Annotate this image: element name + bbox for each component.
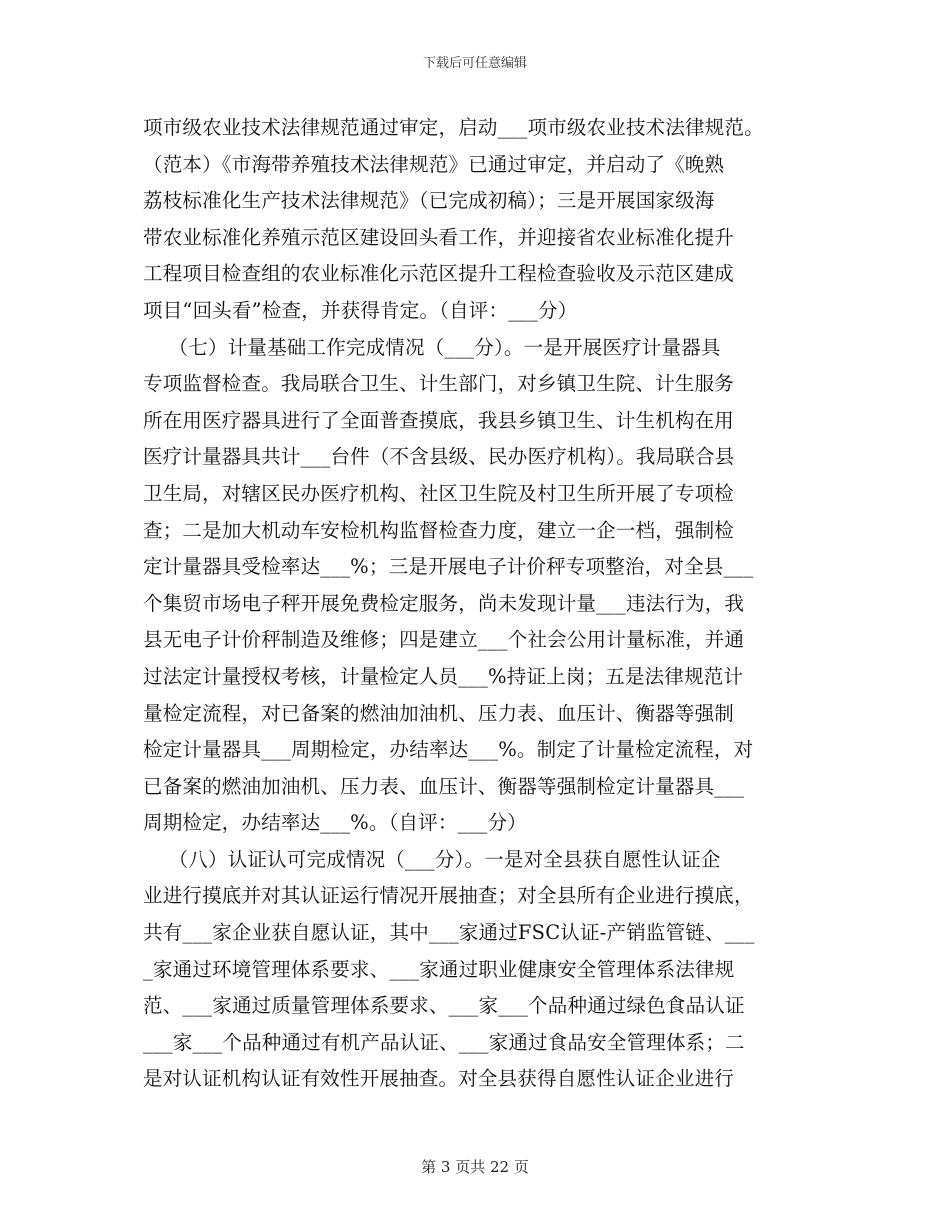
text-line: 项目“回头看”检查，并获得肯定。（自评：___分）	[143, 298, 578, 322]
text-line: 周期检定，办结率达___%。（自评：___分）	[143, 811, 527, 835]
section-heading-line: （八）认证认可完成情况（___分）。一是对全县获自愿性认证企	[143, 847, 721, 871]
page-header: 下载后可任意编辑	[422, 56, 527, 71]
text-line: 项市级农业技术法律规范通过审定，启动___项市级农业技术法律规范。	[143, 116, 764, 139]
text-line: 工程项目检查组的农业标准化示范区提升工程检查验收及示范区建成	[143, 262, 735, 286]
page-footer: 第 3 页共 22 页	[421, 1158, 529, 1176]
text-line: 定计量器具受检率达___%；三是开展电子计价秤专项整治，对全县___	[143, 555, 754, 579]
text-line: 个集贸市场电子秤开展免费检定服务，尚未发现计量___违法行为，我	[143, 591, 745, 615]
text-line: 范、___家通过质量管理体系要求、___家___个品种通过绿色食品认证	[143, 994, 745, 1018]
text-line: 检定计量器具___周期检定，办结率达___%。制定了计量检定流程，对	[143, 738, 754, 762]
section-heading-line: （七）计量基础工作完成情况（___分）。一是开展医疗计量器具	[143, 335, 721, 359]
text-line: 业进行摸底并对其认证运行情况开展抽查；对全县所有企业进行摸底，	[143, 884, 754, 908]
text-line: 荔枝标准化生产技术法律规范》（已完成初稿）；三是开展国家级海	[143, 189, 715, 213]
text-line: 是对认证机构认证有效性开展抽查。对全县获得自愿性认证企业进行	[143, 1067, 735, 1091]
text-line: 专项监督检查。我局联合卫生、计生部门，对乡镇卫生院、计生服务	[143, 372, 735, 396]
text-line: 卫生局，对辖区民办医疗机构、社区卫生院及村卫生所开展了专项检	[143, 481, 735, 505]
text-line: 已备案的燃油加油机、压力表、血压计、衡器等强制检定计量器具___	[143, 774, 745, 798]
text-line: 查；二是加大机动车安检机构监督检查力度，建立一企一档，强制检	[143, 518, 735, 542]
text-line: （范本）《市海带养殖技术法律规范》已通过审定，并启动了《晚熟	[143, 152, 725, 176]
text-line: 县无电子计价秤制造及维修；四是建立___个社会公用计量标准，并通	[143, 628, 745, 652]
text-line: ___家___个品种通过有机产品认证、___家通过食品安全管理体系；二	[143, 1030, 745, 1054]
text-line: 共有___家企业获自愿认证，其中___家通过FSC认证-产销监管链、___	[143, 921, 755, 945]
document-body	[143, 110, 808, 1098]
text-line: 量检定流程，对已备案的燃油加油机、压力表、血压计、衡器等强制	[143, 701, 735, 725]
text-line: 过法定计量授权考核，计量检定人员___%持证上岗；五是法律规范计	[143, 664, 744, 688]
text-line: 所在用医疗器具进行了全面普查摸底，我县乡镇卫生、计生机构在用	[143, 408, 735, 432]
text-line: 医疗计量器具共计___台件（不含县级、民办医疗机构）。我局联合县	[143, 445, 735, 469]
text-line: _家通过环境管理体系要求、___家通过职业健康安全管理体系法律规	[143, 957, 735, 981]
text-line: 带农业标准化养殖示范区建设回头看工作，并迎接省农业标准化提升	[143, 225, 735, 249]
